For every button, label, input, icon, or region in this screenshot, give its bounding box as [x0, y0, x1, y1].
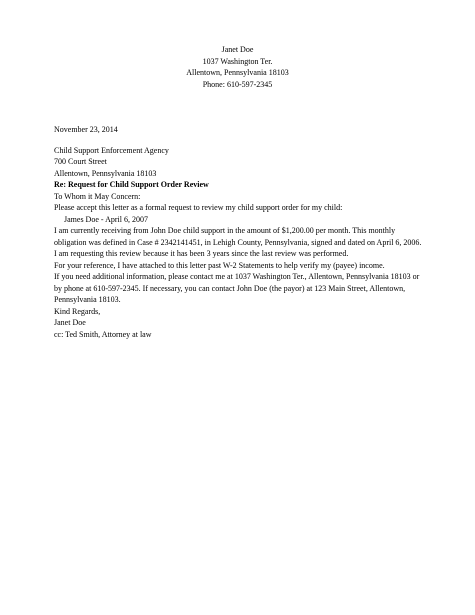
- letter-cc: cc: Ted Smith, Attorney at law: [54, 329, 152, 339]
- sender-name: Janet Doe: [221, 45, 254, 54]
- paragraph-contact: If you need additional information, please contact me at 1037 Washington Ter., Allentown, Pennsylvania 18103 or by phone at 610-597-2345. If necessary, you can contact John Doe (the payor) at 123 Main Street, Allentown, Pennsylvania 18103.: [54, 272, 420, 304]
- letter-signature: Janet Doe: [54, 318, 86, 327]
- paragraph-payment: I am currently receiving from John Doe child support in the amount of $1,200.00 per month. This monthly obligation was defined in Case # 2342141451, in Lehigh County, Pennsylvania, signed and dated on April 6, 2006. I am requesting this review because it has been 3 years since the last review was performed.: [54, 226, 422, 258]
- letter-body: [54, 124, 426, 340]
- letter-closing: Kind Regards,: [54, 306, 101, 316]
- child-entry: James Doe - April 6, 2007: [64, 214, 148, 224]
- letter-date: November 23, 2014: [54, 125, 118, 134]
- paragraph-reference: For your reference, I have attached to this letter past W-2 Statements to help verify my (payee) income.: [54, 260, 385, 270]
- sender-street: 1037 Washington Ter.: [202, 56, 273, 66]
- recipient-street: 700 Court Street: [54, 157, 107, 166]
- intro-paragraph: Please accept this letter as a formal request to review my child support order for my child:: [54, 203, 343, 212]
- sender-phone: Phone: 610-597-2345: [202, 79, 273, 89]
- letter-subject: Re: Request for Child Support Order Review: [54, 180, 209, 189]
- recipient-org: Child Support Enforcement Agency: [54, 145, 169, 155]
- sender-block: [0, 44, 475, 90]
- sender-city: Allentown, Pennsylvania 18103: [186, 68, 289, 77]
- recipient-city: Allentown, Pennsylvania 18103: [54, 168, 157, 178]
- letter-salutation: To Whom it May Concern:: [54, 191, 141, 201]
- recipient-block: [54, 145, 426, 180]
